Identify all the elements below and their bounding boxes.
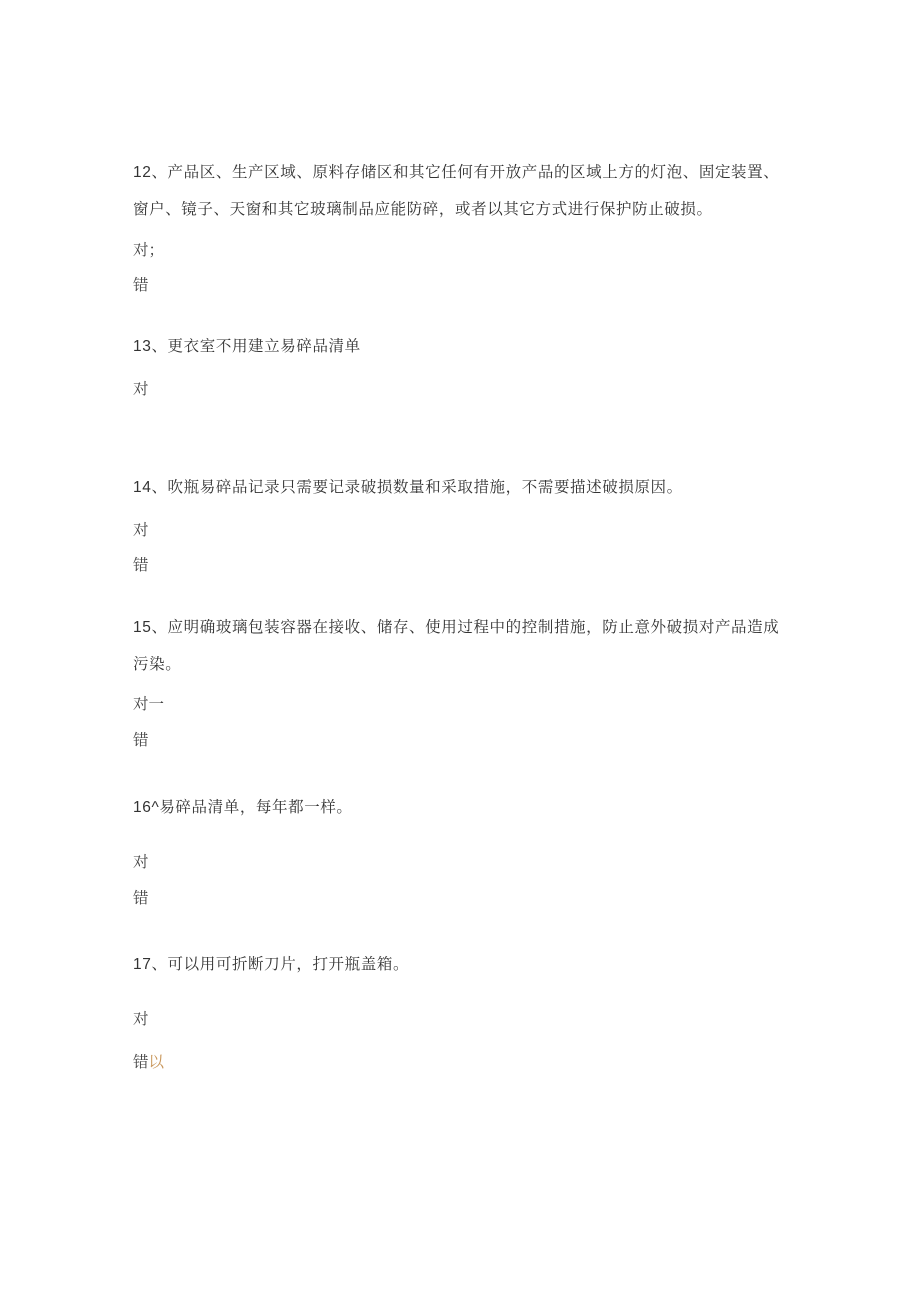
- question-number: 16^: [133, 799, 160, 816]
- option-false: 错: [133, 889, 149, 907]
- question-number: 17: [133, 956, 152, 973]
- option-label: 错: [133, 1053, 149, 1071]
- question-text: 、更衣室不用建立易碎品清单: [151, 337, 361, 355]
- question-17: [133, 946, 793, 983]
- question-number: 14: [133, 479, 152, 496]
- question-14: [133, 469, 793, 506]
- question-16: [133, 789, 793, 826]
- question-12: [133, 154, 793, 227]
- option-true: 对一: [133, 695, 165, 713]
- option-false: 错: [133, 556, 149, 574]
- option-true: 对；: [133, 241, 165, 259]
- question-text: 、产品区、生产区域、原料存储区和其它任何有开放产品的区域上方的灯泡、固定装置、窗户、镜子、天窗和其它玻璃制品应能防碎，或者以其它方式进行保护防止破损。: [133, 163, 780, 218]
- option-true: 对: [133, 380, 149, 398]
- question-text: 易碎品清单，每年都一样。: [159, 798, 353, 816]
- question-text: 、应明确玻璃包装容器在接收、储存、使用过程中的控制措施，防止意外破损对产品造成污染。: [133, 618, 780, 673]
- question-text: 、可以用可折断刀片，打开瓶盖箱。: [151, 955, 410, 973]
- option-false: 错: [133, 731, 149, 749]
- option-false: [133, 1052, 164, 1072]
- question-text: 、吹瓶易碎品记录只需要记录破损数量和采取措施，不需要描述破损原因。: [151, 478, 683, 496]
- question-13: [133, 328, 793, 365]
- option-true: 对: [133, 853, 149, 871]
- question-number: 15: [133, 619, 152, 636]
- stray-character: 以: [148, 1053, 165, 1071]
- question-number: 13: [133, 338, 152, 355]
- question-15: [133, 609, 793, 682]
- question-number: 12: [133, 164, 152, 181]
- option-false: 错: [133, 276, 149, 294]
- option-true: 对: [133, 1010, 149, 1028]
- option-true: 对: [133, 521, 149, 539]
